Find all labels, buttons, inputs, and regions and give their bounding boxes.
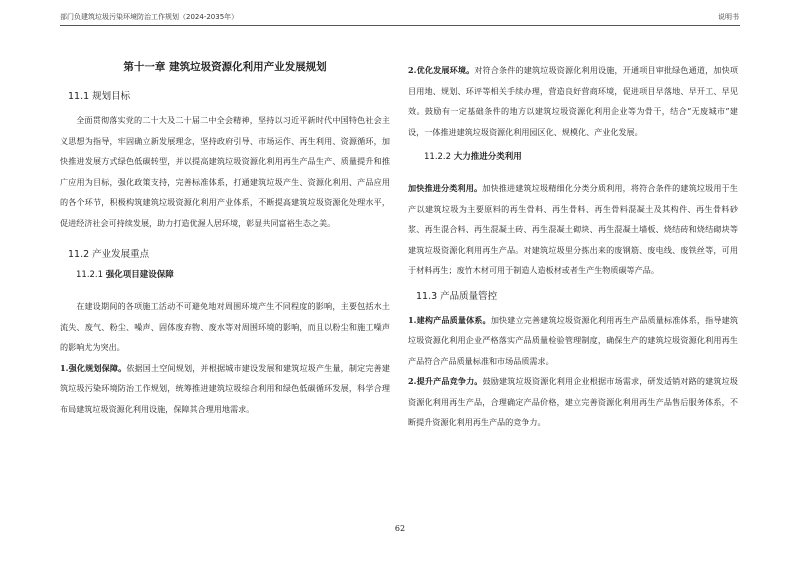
paragraph-construction-impact: 在建设期间的各项施工活动不可避免地对周围环境产生不同程度的影响，主要包括水土流失、废气、粉尘、噪声、固体废弃物、废水等对周围环境的影响，而且以粉尘和施工噪声的影响尤为突出。 <box>60 301 390 352</box>
left-column <box>60 60 390 419</box>
chapter-title: 第十一章 建筑垃圾资源化利用产业发展规划 <box>123 61 327 73</box>
paragraph-body: 对符合条件的建筑垃圾资源化利用设施，开通项目审批绿色通道，加快项目用地、规划、环评等相关手续办理，营造良好营商环境，促进项目早落地、早开工、早见效。鼓励有一定基础条件的地方以建筑垃圾资源化利用企业等为骨干，结合“无废城市”建设，一体推进建筑垃圾资源化利用园区化、规模化、产业化发展。 <box>408 65 738 137</box>
document-header-label: 说明书 <box>718 13 739 21</box>
paragraph-lead: 2.优化发展环境。 <box>408 65 475 75</box>
section-heading-11-2: 11.2 产业发展重点 <box>68 249 150 260</box>
subsection-number: 11.2.2 <box>424 152 452 162</box>
header-divider <box>60 25 740 26</box>
paragraph-classified-utilization <box>408 178 738 281</box>
subsection-heading-11-2-1 <box>60 268 390 282</box>
page-number: 62 <box>394 524 406 533</box>
document-header-title: 部门负建筑垃圾污染环境防治工作规划（2024-2035年） <box>60 13 239 21</box>
subsection-title: 强化项目建设保障 <box>105 270 174 280</box>
paragraph-lead: 1.强化规划保障。 <box>60 362 127 373</box>
paragraph-quality-system <box>408 310 738 372</box>
paragraph-planning-guarantee <box>60 358 390 420</box>
paragraph-planning-goals: 全面贯彻落实党的二十大及二十届二中全会精神，坚持以习近平新时代中国特色社会主义思想为指导，牢固确立新发展理念，坚持政府引导、市场运作、再生利用、资源循环，加快推进发展方式绿色低碳转型，并以提高建筑垃圾资源化利用再生产品生产、质量提升和推广应用为目标，强化政策支持，完善标准体系，打通建筑垃圾产生、资源化利用、产品应用的各个环节，积极构筑建筑垃圾资源化利用产业体系，不断提高建筑垃圾资源化处理水平，促进经济社会可持续发展，助力打造优渥人居环境，彰显共同富裕生态之美。 <box>60 115 390 228</box>
paragraph-lead: 2.提升产品竞争力。 <box>408 376 483 386</box>
paragraph-body: 依据国土空间规划，并根据城市建设发展和建筑垃圾产生量，制定完善建筑垃圾污染环境防治工作规划，统筹推进建筑垃圾综合利用和绿色低碳循环发展，科学合理布局建筑垃圾资源化利用设施，保障其合理用地需求。 <box>60 362 390 414</box>
right-column <box>408 60 738 433</box>
paragraph-lead: 加快推进分类利用。 <box>408 183 483 193</box>
paragraph-competitiveness <box>408 371 738 433</box>
subsection-heading-11-2-2 <box>408 150 738 164</box>
paragraph-lead: 1.建构产品质量体系。 <box>408 314 491 325</box>
subsection-title: 大力推进分类利用 <box>453 152 522 162</box>
paragraph-body: 鼓励建筑垃圾资源化利用企业根据市场需求，研发适销对路的建筑垃圾资源化利用再生产品，合理确定产品价格，建立完善资源化利用再生产品售后服务体系，不断提升资源化利用再生产品的竞争力。 <box>408 376 738 427</box>
subsection-number: 11.2.1 <box>76 270 104 280</box>
paragraph-development-environment <box>408 60 738 142</box>
section-heading-11-1: 11.1 规划目标 <box>68 91 131 102</box>
paragraph-body: 加快建立完善建筑垃圾资源化利用再生产品质量标准体系，指导建筑垃圾资源化利用企业严格落实产品质量检验管理制度，确保生产的建筑垃圾资源化利用再生产品符合产品质量标准和市场品质需求。 <box>408 314 738 366</box>
paragraph-body: 加快推进建筑垃圾精细化分类分质利用，将符合条件的建筑垃圾用于生产以建筑垃圾为主要原料的再生骨料、再生骨料、再生骨料混凝土及其构件、再生骨料砂浆、再生混合料、再生混凝土砖、再生混凝土砌块、再生混凝土墙板、烧结砖和烧结砌块等建筑垃圾资源化利用再生产品。对建筑垃圾里分拣出来的废钢筋、废电线、废铁丝等，可用于材料再生；废竹木材可用于制造人造板材或者生产生物质碳等产品。 <box>408 183 738 275</box>
section-heading-11-3: 11.3 产品质量管控 <box>416 290 498 302</box>
